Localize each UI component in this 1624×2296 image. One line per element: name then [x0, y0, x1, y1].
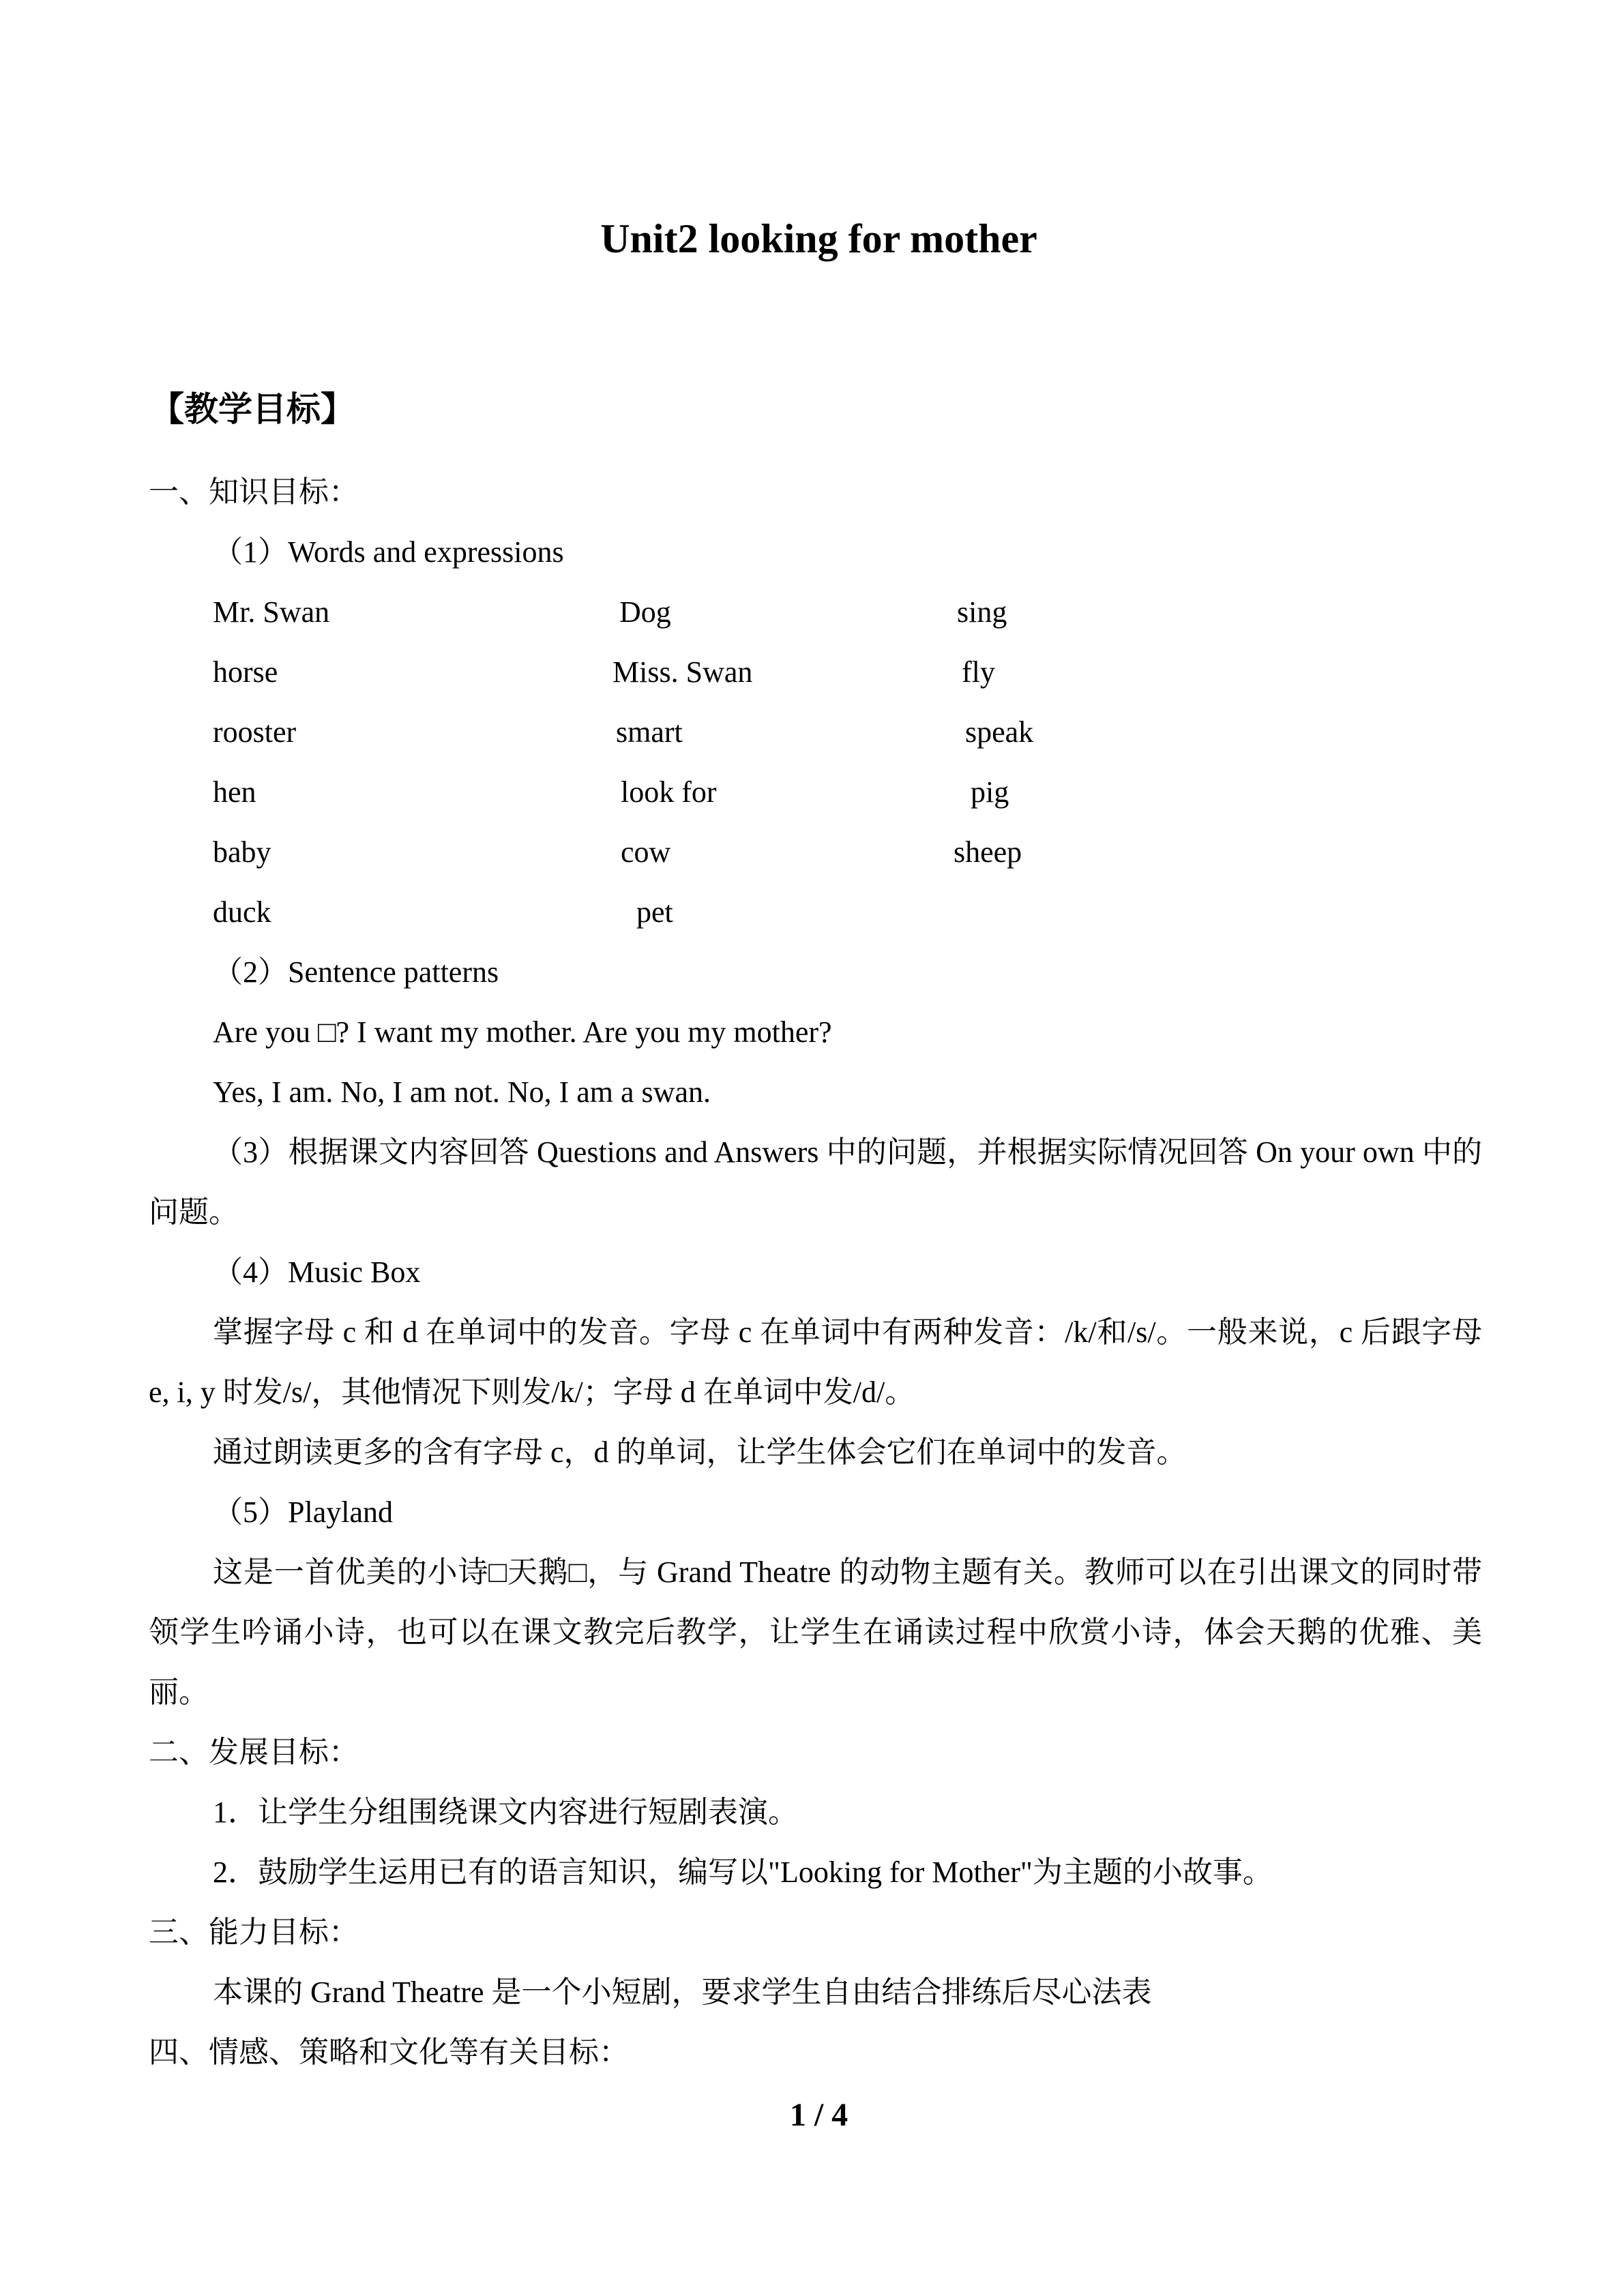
vocab-cell: fly [962, 655, 995, 689]
sentence-patterns-label: （2）Sentence patterns [213, 955, 499, 989]
development-heading: 二、发展目标： [149, 1735, 359, 1769]
playland-label: （5）Playland [213, 1495, 393, 1529]
sentence-pattern-2: Yes, I am. No, I am not. No, I am a swan. [213, 1075, 711, 1109]
development-item-1: 1．让学生分组围绕课文内容进行短剧表演。 [213, 1795, 798, 1829]
ability-heading: 三、能力目标： [149, 1915, 359, 1949]
page-number: 1 / 4 [789, 2097, 848, 2133]
vocab-cell: baby [213, 835, 271, 869]
vocab-cell: sheep [954, 835, 1022, 869]
ability-text: 本课的 Grand Theatre 是一个小短剧，要求学生自由结合排练后尽心法表 [213, 1976, 1152, 2009]
document-title: Unit2 looking for mother [600, 216, 1037, 261]
vocab-cell: hen [213, 775, 256, 809]
vocab-cell: duck [213, 895, 271, 929]
sentence-pattern-1: Are you □? I want my mother. Are you my mother? [213, 1015, 832, 1049]
vocab-cell: pet [636, 895, 673, 929]
emotion-heading: 四、情感、策略和文化等有关目标： [149, 2036, 629, 2069]
music-box-label: （4）Music Box [213, 1255, 421, 1289]
vocab-cell: Dog [619, 595, 671, 629]
vocab-cell: sing [957, 595, 1007, 629]
vocab-cell: rooster [213, 715, 297, 749]
music-box-paragraph-1: 掌握字母 c 和 d 在单词中的发音。字母 c 在单词中有两种发音：/k/和/s/。一般来说，c 后跟字母 e, i, y 时发/s/，其他情况下则发/k/；字母 d 在单词中发/d/。 [149, 1315, 1482, 1409]
words-expressions-label: （1）Words and expressions [213, 535, 564, 569]
playland-paragraph: 这是一首优美的小诗□天鹅□，与 Grand Theatre 的动物主题有关。教师可以在引出课文的同时带领学生吟诵小诗，也可以在课文教完后教学，让学生在诵读过程中欣赏小诗，体会天鹅的优雅、美丽。 [149, 1555, 1482, 1709]
vocab-cell: cow [621, 835, 671, 869]
vocab-cell: smart [616, 715, 683, 749]
questions-answers-paragraph: （3）根据课文内容回答 Questions and Answers 中的问题，并根据实际情况回答 On your own 中的问题。 [149, 1135, 1482, 1229]
vocab-cell: pig [971, 775, 1009, 809]
vocab-cell: speak [965, 715, 1034, 749]
knowledge-heading: 一、知识目标： [149, 475, 359, 509]
music-box-paragraph-2: 通过朗读更多的含有字母 c，d 的单词，让学生体会它们在单词中的发音。 [213, 1435, 1187, 1469]
vocab-cell: look for [621, 775, 717, 809]
development-item-2: 2．鼓励学生运用已有的语言知识，编写以"Looking for Mother"为主题的小故事。 [213, 1855, 1273, 1889]
section-heading-teaching-goals: 【教学目标】 [150, 390, 355, 428]
vocab-cell: horse [213, 655, 278, 689]
vocab-cell: Miss. Swan [612, 655, 753, 689]
vocab-cell: Mr. Swan [213, 595, 330, 629]
